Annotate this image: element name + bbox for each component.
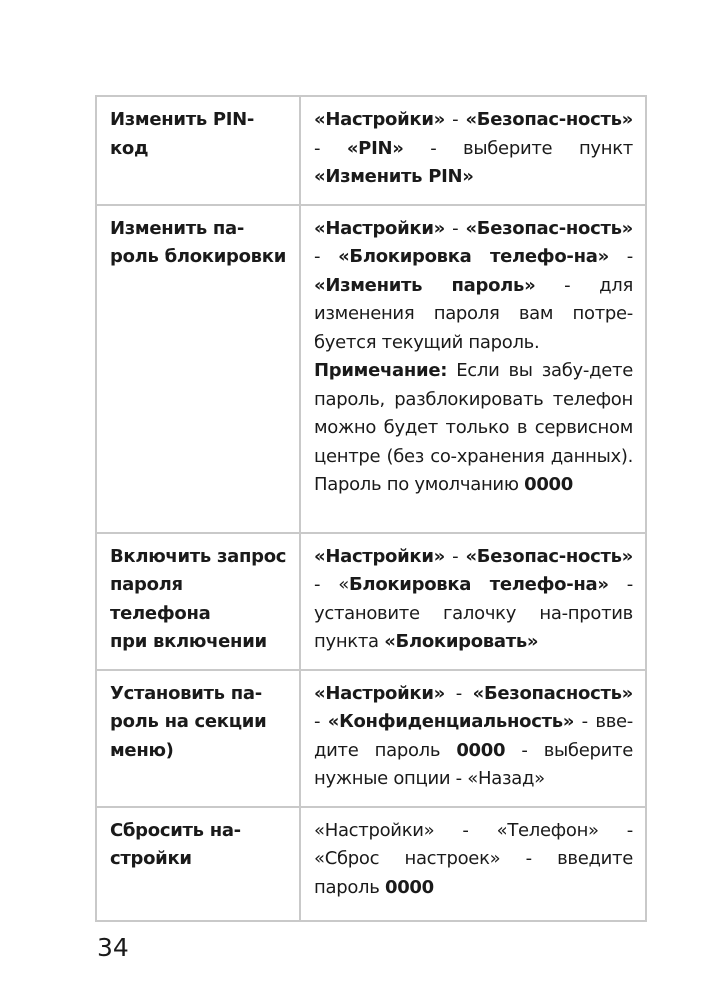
action-line: пароля телефона (110, 574, 211, 624)
bold-text-segment: «Безопасность» (472, 682, 633, 704)
text-segment: - (314, 137, 347, 159)
bold-text-segment: «Настройки» (314, 109, 445, 130)
instruction-cell (300, 670, 646, 807)
table-row (96, 807, 646, 921)
bold-text-segment: «Конфиденциальность» (327, 711, 575, 732)
action-line: стройки (110, 848, 192, 869)
bold-text-segment: «Безопас-ность» (465, 217, 633, 239)
text-segment: - (444, 545, 466, 567)
instruction-text (314, 218, 633, 353)
text-segment: - (314, 246, 339, 267)
instruction-text (314, 683, 633, 790)
action-cell (96, 96, 300, 205)
bold-text-segment: 0000 (524, 474, 574, 495)
instruction-text (314, 546, 633, 653)
action-line: роль на секции (110, 711, 267, 732)
action-cell (96, 807, 300, 921)
text-segment: - вве-дите пароль (314, 711, 634, 761)
text-segment: - (444, 682, 473, 704)
text-segment: - (608, 246, 633, 267)
action-cell (96, 205, 300, 533)
instruction-cell (300, 533, 646, 670)
bold-text-segment: «Настройки» (314, 545, 445, 567)
bold-text-segment: «PIN» (346, 137, 404, 159)
instruction-text (314, 820, 633, 898)
bold-text-segment: «Настройки» (314, 217, 445, 239)
action-cell (96, 533, 300, 670)
bold-text-segment: 0000 (384, 876, 434, 898)
action-cell (96, 670, 300, 807)
note-text (314, 360, 633, 495)
text-segment: «Настройки» - «Телефон» - «Сброс настроек» - введите пароль (314, 819, 633, 898)
instruction-cell (300, 807, 646, 921)
text-segment: - для изменения пароля вам потре-буется текущий пароль. (314, 274, 633, 353)
instruction-text (314, 109, 633, 187)
settings-instructions-table (95, 95, 647, 922)
action-line: Установить па- (110, 682, 262, 704)
action-line: Изменить па- (110, 217, 245, 239)
action-line: Изменить PIN- (110, 109, 255, 130)
table-row (96, 670, 646, 807)
bold-text-segment: Блокировка телефо-на» (349, 574, 609, 595)
text-segment: - (444, 217, 466, 239)
text-segment: - (314, 711, 328, 732)
bold-text-segment: «Изменить пароль» (314, 274, 536, 296)
instruction-cell (300, 96, 646, 205)
text-segment: - выберите пункт (403, 137, 633, 159)
table-body (96, 96, 646, 921)
text-segment: - (444, 109, 466, 130)
action-line: код (110, 137, 149, 159)
table-row (96, 205, 646, 533)
instruction-cell (300, 205, 646, 533)
bold-text-segment: 0000 (456, 739, 506, 761)
action-line: Включить запрос (110, 545, 287, 567)
text-segment: - установите галочку на-против пункта (314, 574, 633, 652)
bold-text-segment: «Безопас-ность» (465, 109, 633, 130)
bold-text-segment: «Блокировать» (384, 631, 539, 652)
page-number: 34 (97, 933, 129, 962)
bold-text-segment: «Настройки» (314, 682, 445, 704)
bold-text-segment: Примечание: (314, 360, 448, 381)
bold-text-segment: «Изменить PIN» (314, 166, 474, 187)
text-segment: Если вы забу-дете пароль, разблокировать телефон можно будет только в сервисном центре (без со-хранения данных). Пароль по умолчанию (314, 360, 633, 495)
action-line: роль блокировки (110, 246, 287, 267)
bold-text-segment: «Безопас-ность» (465, 545, 633, 567)
text-segment: - « (314, 574, 350, 595)
action-line: при включении (110, 631, 267, 652)
table-row (96, 96, 646, 205)
text-segment: - выберите нужные опции - «Назад» (314, 739, 633, 789)
table-row (96, 533, 646, 670)
action-line: меню) (110, 739, 174, 761)
bold-text-segment: «Блокировка телефо-на» (338, 246, 609, 267)
action-line: Сбросить на- (110, 819, 241, 841)
